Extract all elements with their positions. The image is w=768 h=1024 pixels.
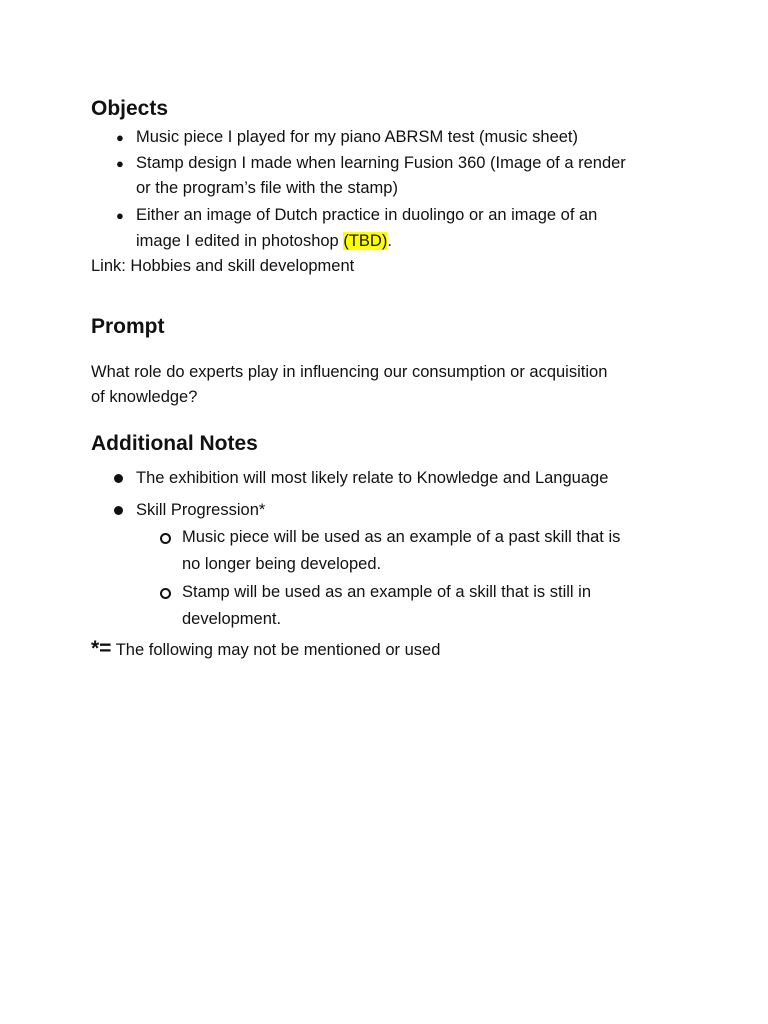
bullet-icon <box>114 474 123 483</box>
notes-sub-2-line-2: development. <box>182 610 282 628</box>
prompt-line-2: of knowledge? <box>91 388 198 406</box>
notes-sub-1-line-2: no longer being developed. <box>182 555 382 573</box>
objects-heading: Objects <box>91 97 169 120</box>
notes-item-2: Skill Progression* <box>136 501 266 519</box>
prompt-heading: Prompt <box>91 315 165 338</box>
link-line: Link: Hobbies and skill development <box>91 257 355 275</box>
document-page: Objects ● Music piece I played for my piano ABRSM test (music sheet) ● Stamp design I made when learning Fusion 360 (Image of a render or the program’s file with the stamp) ● Either an image of Dutch practice in duolingo or an image of an image I edited in photoshop (TBD). Link: Hobbies and skill development Prompt What role do experts play in influencing our consumption or acquisition of knowledge? Additional Notes The exhibition will most likely relate to Knowledge and Language Skill Progression* Music piece will be used as an example of a past skill that is no longer being developed. Stamp will be used as an example of a skill that is still in development. *= The following may not be mentioned or used <box>0 0 768 1024</box>
notes-sub-1-line-1: Music piece will be used as an example of a past skill that is <box>182 528 621 546</box>
notes-item-1: The exhibition will most likely relate to Knowledge and Language <box>136 469 609 487</box>
sub-bullet-icon <box>160 588 171 599</box>
bullet-icon: ● <box>116 130 124 145</box>
footnote-mark: *= <box>91 637 112 660</box>
sub-bullet-icon <box>160 533 171 544</box>
notes-heading: Additional Notes <box>91 432 258 455</box>
notes-sub-2-line-1: Stamp will be used as an example of a skill that is still in <box>182 583 592 601</box>
bullet-icon <box>114 506 123 515</box>
bullet-icon: ● <box>116 208 124 223</box>
footnote-text: The following may not be mentioned or used <box>111 641 441 659</box>
footnote <box>91 636 440 663</box>
bullet-icon: ● <box>116 156 124 171</box>
prompt-line-1: What role do experts play in influencing our consumption or acquisition <box>91 363 608 381</box>
tbd-highlight: (TBD) <box>343 232 388 250</box>
